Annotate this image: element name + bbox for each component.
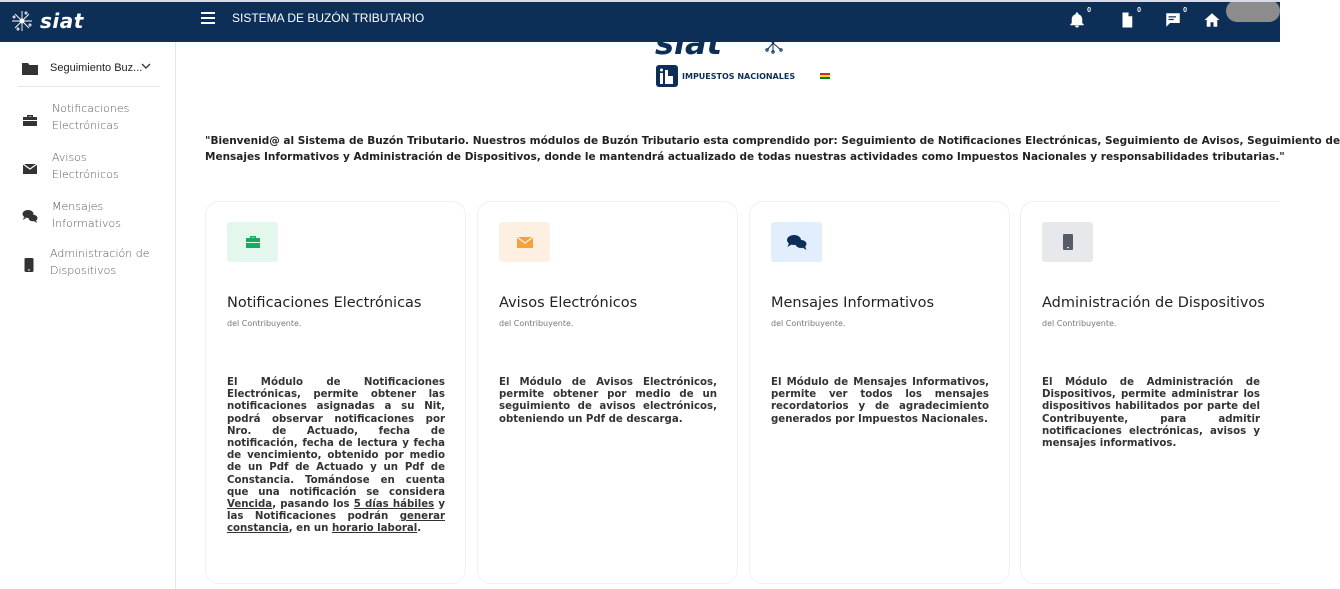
sidebar-item-line1: Mensajes	[52, 200, 104, 213]
sidebar-item-label	[52, 149, 119, 183]
sidebar-item-line2: Electrónicos	[52, 168, 119, 181]
document-icon	[1118, 11, 1136, 29]
card-description: El Módulo de Administración de Dispositivos, permite administrar los dispositivos habilitados por parte del Contribuyente, para admitir notificaciones electrónicas, avisos y mensajes informativos.	[1042, 377, 1260, 450]
card-icon-box	[227, 222, 278, 262]
card-dispositivos[interactable]	[1020, 201, 1280, 584]
notifications-count: 0	[1087, 7, 1091, 14]
card-subtitle: del Contribuyente.	[499, 319, 574, 328]
hamburger-menu-icon[interactable]	[201, 12, 215, 26]
sidebar-item-line1: Notificaciones	[52, 102, 130, 115]
institution-name: IMPUESTOS NACIONALES	[682, 72, 796, 81]
desc-text: .	[417, 523, 422, 535]
horario-laboral-link[interactable]: horario laboral	[331, 523, 418, 535]
welcome-line-1: "Bienvenid@ al Sistema de Buzón Tributario. Nuestros módulos de Buzón Tributario esta comprendido por: Seguimiento de Notificaciones Electrónicas, Seguimiento de Avisos, Seguimiento de	[205, 135, 1340, 147]
card-title: Administración de Dispositivos	[1042, 295, 1265, 311]
folder-icon	[22, 62, 38, 75]
bell-icon	[1068, 11, 1086, 29]
brand-text: siat	[40, 9, 84, 33]
top-bar	[0, 0, 1280, 62]
sidebar-item-label	[52, 100, 129, 134]
sidebar-item-label	[52, 198, 121, 232]
card-title: Notificaciones Electrónicas	[227, 295, 422, 311]
vencida-link[interactable]: Vencida	[227, 499, 273, 511]
siat-logo-icon	[10, 9, 34, 33]
briefcase-icon	[245, 235, 261, 249]
card-notificaciones[interactable]	[205, 201, 466, 584]
welcome-line-2: Mensajes Informativos y Administración de Dispositivos, donde le mantendrá actualizado de todas nuestras actividades como Impuestos Nacionales y responsabilidades tributarias."	[205, 150, 1285, 163]
impuestos-logo-icon	[656, 65, 678, 87]
card-title: Avisos Electrónicos	[499, 295, 638, 311]
desc-text: y las Notificaciones podrán	[227, 499, 446, 523]
comments-icon	[787, 234, 807, 250]
card-description	[227, 377, 445, 536]
card-subtitle: del Contribuyente.	[227, 319, 302, 328]
welcome-message	[205, 134, 1340, 165]
card-title: Mensajes Informativos	[771, 295, 935, 311]
generar-constancia-link[interactable]: generar constancia	[227, 511, 445, 535]
card-mensajes[interactable]	[749, 201, 1010, 584]
message-icon	[1164, 11, 1182, 29]
bolivia-flag-icon	[820, 73, 830, 79]
dias-habiles-link[interactable]: 5 días hábiles	[353, 499, 435, 511]
desc-text: El Módulo de Notificaciones Electrónicas, permite obtener las notificaciones asignadas a su Nit, podrá observar notificaciones por Nro. de Actuado, fecha de notificación, fecha de lectura y fecha de vencimiento, obtenido por medio de un Pdf de Actuado y un Pdf de Constancia. Tomándose en cuenta que una notificación se considera	[227, 377, 445, 498]
sidebar-item-line1: Avisos	[52, 151, 87, 164]
sidebar-section-seguimiento[interactable]	[0, 54, 176, 86]
home-icon	[1203, 11, 1221, 29]
sidebar-item-mensajes[interactable]	[0, 198, 176, 242]
network-logo-icon	[761, 30, 785, 54]
envelope-icon	[22, 161, 38, 177]
sidebar-item-notificaciones[interactable]	[0, 100, 176, 144]
sidebar	[0, 42, 176, 589]
mobile-icon	[21, 257, 37, 273]
sidebar-item-avisos[interactable]	[0, 149, 176, 193]
card-icon-box	[771, 222, 822, 262]
sidebar-divider	[18, 86, 160, 87]
messages-count: 0	[1183, 7, 1187, 14]
notifications-button[interactable]	[1066, 7, 1091, 31]
desc-text: , pasando los	[272, 499, 354, 511]
brand[interactable]	[0, 0, 176, 42]
chevron-down-icon	[140, 60, 152, 72]
comments-icon	[22, 208, 38, 224]
card-subtitle: del Contribuyente.	[771, 319, 846, 328]
mobile-icon	[1063, 234, 1073, 250]
sidebar-item-line2: Dispositivos	[50, 264, 117, 277]
header-logo	[655, 24, 855, 90]
documents-count: 0	[1137, 7, 1141, 14]
documents-button[interactable]	[1116, 7, 1141, 31]
card-subtitle: del Contribuyente.	[1042, 319, 1117, 328]
sidebar-item-dispositivos[interactable]	[0, 245, 176, 289]
briefcase-icon	[22, 112, 38, 128]
home-button[interactable]	[1201, 9, 1223, 31]
envelope-icon	[517, 236, 533, 249]
sidebar-section-label: Seguimiento Buz...	[50, 62, 143, 74]
card-description: El Módulo de Mensajes Informativos, permite ver todos los mensajes recordatorios y de agradecimiento generados por Impuestos Nacionales.	[771, 377, 989, 425]
sidebar-item-line2: Electrónicas	[52, 119, 119, 132]
card-icon-box	[499, 222, 550, 262]
sidebar-item-line2: Informativos	[52, 217, 121, 230]
siat-logo-text: siat	[655, 24, 722, 62]
card-icon-box	[1042, 222, 1093, 262]
user-avatar[interactable]	[1226, 0, 1280, 22]
card-avisos[interactable]	[477, 201, 738, 584]
top-edge	[0, 0, 1280, 2]
sidebar-item-label	[50, 245, 149, 279]
card-description: El Módulo de Avisos Electrónicos, permite obtener por medio de un seguimiento de avisos electrónicos, obteniendo un Pdf de descarga.	[499, 377, 717, 425]
sidebar-item-line1: Administración de	[50, 247, 150, 260]
messages-button[interactable]	[1162, 7, 1187, 31]
app-title: SISTEMA DE BUZÓN TRIBUTARIO	[232, 11, 425, 25]
desc-text: , en un	[288, 523, 332, 535]
